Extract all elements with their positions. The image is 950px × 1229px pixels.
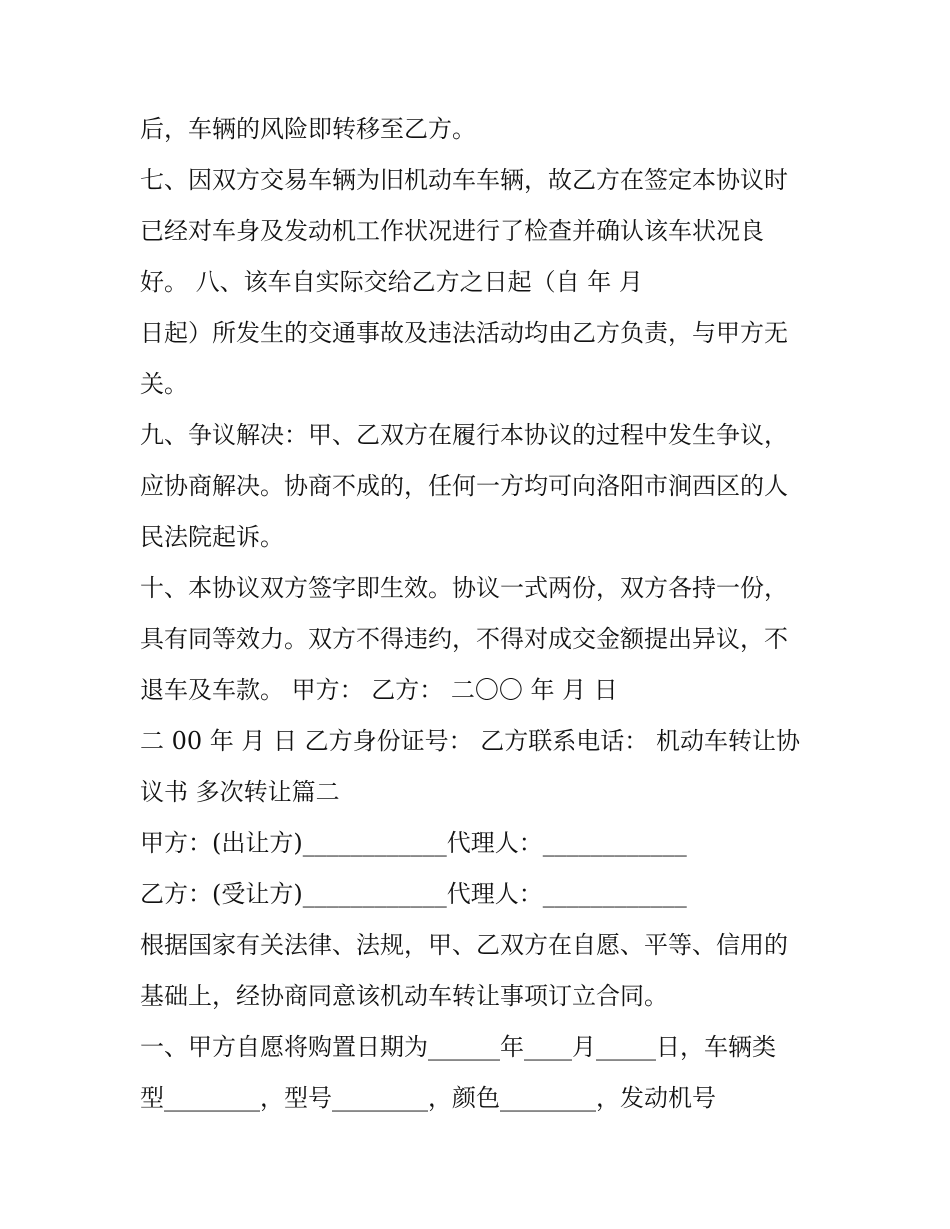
text-line: 具有同等效力。双方不得违约，不得对成交金额提出异议，不: [140, 625, 788, 653]
text-line: 已经对车身及发动机工作状况进行了检查并确认该车状况良: [140, 217, 764, 245]
text-line: 十、本协议双方签字即生效。协议一式两份，双方各持一份，: [140, 574, 788, 602]
text-line: 好。 八、该车自实际交给乙方之日起（自 年 月: [140, 268, 643, 296]
text-line: 甲方：(出让方)____________代理人：____________: [140, 829, 687, 857]
text-line: 基础上，经协商同意该机动车转让事项订立合同。: [140, 982, 668, 1010]
text-line: 民法院起诉。: [140, 523, 284, 551]
text-line: 关。: [140, 370, 188, 398]
text-line: 议书 多次转让篇二: [140, 778, 340, 806]
text-line: 二 00 年 月 日 乙方身份证号： 乙方联系电话： 机动车转让协: [140, 727, 800, 755]
text-line: 退车及车款。 甲方： 乙方： 二〇〇 年 月 日: [140, 676, 618, 704]
text-line: 九、争议解决：甲、乙双方在履行本协议的过程中发生争议，: [140, 421, 788, 449]
text-line: 应协商解决。协商不成的，任何一方均可向洛阳市涧西区的人: [140, 472, 788, 500]
text-line: 七、因双方交易车辆为旧机动车车辆，故乙方在签定本协议时: [140, 166, 788, 194]
text-line: 一、甲方自愿将购置日期为______年____月_____日，车辆类: [140, 1033, 776, 1061]
text-line: 日起）所发生的交通事故及违法活动均由乙方负责，与甲方无: [140, 319, 788, 347]
text-line: 根据国家有关法律、法规，甲、乙双方在自愿、平等、信用的: [140, 931, 788, 959]
text-line: 乙方：(受让方)____________代理人：____________: [140, 880, 687, 908]
text-line: 型________，型号________，颜色________，发动机号: [140, 1084, 716, 1112]
text-line: 后，车辆的风险即转移至乙方。: [140, 115, 476, 143]
